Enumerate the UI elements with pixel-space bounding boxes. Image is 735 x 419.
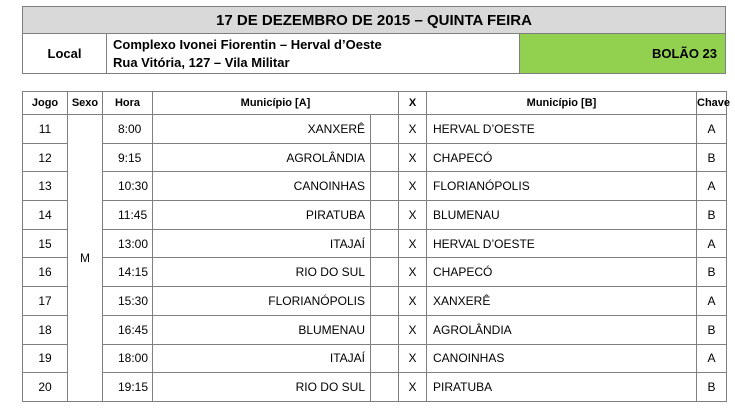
versus-cell: X: [399, 287, 427, 316]
time-cell: 16:45: [103, 315, 153, 344]
versus-cell: X: [399, 115, 427, 144]
table-header-row: [23, 92, 727, 115]
time-cell: 14:15: [103, 258, 153, 287]
address-line-2: Rua Vitória, 127 – Vila Militar: [113, 54, 290, 70]
group-cell: A: [697, 229, 727, 258]
header-municipio-b: Município [B]: [427, 92, 697, 115]
municipio-a-cell: RIO DO SUL: [153, 373, 371, 402]
empty-cell: [371, 201, 399, 230]
game-number-cell: 20: [23, 373, 68, 402]
table-row: [23, 115, 727, 144]
group-cell: B: [697, 143, 727, 172]
municipio-a-cell: XANXERÊ: [153, 115, 371, 144]
header-sexo: Sexo: [68, 92, 103, 115]
municipio-b-cell: BLUMENAU: [427, 201, 697, 230]
header-jogo: Jogo: [23, 92, 68, 115]
page-title: 17 DE DEZEMBRO DE 2015 – QUINTA FEIRA: [23, 7, 726, 34]
games-body: [23, 115, 727, 402]
empty-cell: [371, 115, 399, 144]
versus-cell: X: [399, 258, 427, 287]
versus-cell: X: [399, 143, 427, 172]
group-cell: A: [697, 344, 727, 373]
time-cell: 11:45: [103, 201, 153, 230]
time-cell: 13:00: [103, 229, 153, 258]
municipio-a-cell: PIRATUBA: [153, 201, 371, 230]
table-row: [23, 315, 727, 344]
event-header-table: [22, 6, 726, 74]
table-row: [23, 287, 727, 316]
municipio-a-cell: ITAJAÍ: [153, 229, 371, 258]
time-cell: 15:30: [103, 287, 153, 316]
group-cell: B: [697, 315, 727, 344]
header-chave: Chave: [697, 92, 727, 115]
empty-cell: [371, 373, 399, 402]
time-cell: 18:00: [103, 344, 153, 373]
game-number-cell: 19: [23, 344, 68, 373]
game-number-cell: 15: [23, 229, 68, 258]
empty-cell: [371, 258, 399, 287]
header-x: X: [399, 92, 427, 115]
time-cell: 8:00: [103, 115, 153, 144]
municipio-a-cell: RIO DO SUL: [153, 258, 371, 287]
game-number-cell: 17: [23, 287, 68, 316]
game-number-cell: 12: [23, 143, 68, 172]
municipio-b-cell: CHAPECÓ: [427, 143, 697, 172]
game-number-cell: 18: [23, 315, 68, 344]
municipio-b-cell: CANOINHAS: [427, 344, 697, 373]
sexo-cell: M: [68, 115, 103, 402]
empty-cell: [371, 172, 399, 201]
table-row: [23, 344, 727, 373]
time-cell: 9:15: [103, 143, 153, 172]
versus-cell: X: [399, 315, 427, 344]
time-cell: 10:30: [103, 172, 153, 201]
municipio-b-cell: XANXERÊ: [427, 287, 697, 316]
municipio-b-cell: AGROLÂNDIA: [427, 315, 697, 344]
game-number-cell: 14: [23, 201, 68, 230]
address-line-1: Complexo Ivonei Fiorentin – Herval d’Oeste: [113, 36, 382, 52]
table-row: [23, 258, 727, 287]
versus-cell: X: [399, 344, 427, 373]
versus-cell: X: [399, 201, 427, 230]
table-row: [23, 373, 727, 402]
time-cell: 19:15: [103, 373, 153, 402]
versus-cell: X: [399, 172, 427, 201]
municipio-b-cell: CHAPECÓ: [427, 258, 697, 287]
municipio-a-cell: CANOINHAS: [153, 172, 371, 201]
municipio-b-cell: HERVAL D’OESTE: [427, 229, 697, 258]
empty-cell: [371, 315, 399, 344]
municipio-b-cell: HERVAL D’OESTE: [427, 115, 697, 144]
group-cell: B: [697, 201, 727, 230]
header-hora: Hora: [103, 92, 153, 115]
empty-cell: [371, 229, 399, 258]
game-number-cell: 16: [23, 258, 68, 287]
versus-cell: X: [399, 373, 427, 402]
group-cell: A: [697, 115, 727, 144]
venue-address: [107, 34, 520, 74]
table-row: [23, 143, 727, 172]
municipio-b-cell: FLORIANÓPOLIS: [427, 172, 697, 201]
local-label: Local: [23, 34, 107, 74]
municipio-a-cell: ITAJAÍ: [153, 344, 371, 373]
empty-cell: [371, 287, 399, 316]
table-row: [23, 172, 727, 201]
versus-cell: X: [399, 229, 427, 258]
bolao-badge: BOLÃO 23: [519, 34, 725, 74]
group-cell: A: [697, 287, 727, 316]
table-row: [23, 201, 727, 230]
municipio-a-cell: BLUMENAU: [153, 315, 371, 344]
header-municipio-a: Município [A]: [153, 92, 399, 115]
game-number-cell: 13: [23, 172, 68, 201]
group-cell: A: [697, 172, 727, 201]
games-table: [22, 91, 731, 402]
municipio-a-cell: AGROLÂNDIA: [153, 143, 371, 172]
empty-cell: [371, 344, 399, 373]
group-cell: B: [697, 258, 727, 287]
empty-cell: [371, 143, 399, 172]
municipio-a-cell: FLORIANÓPOLIS: [153, 287, 371, 316]
municipio-b-cell: PIRATUBA: [427, 373, 697, 402]
group-cell: B: [697, 373, 727, 402]
table-row: [23, 229, 727, 258]
game-number-cell: 11: [23, 115, 68, 144]
